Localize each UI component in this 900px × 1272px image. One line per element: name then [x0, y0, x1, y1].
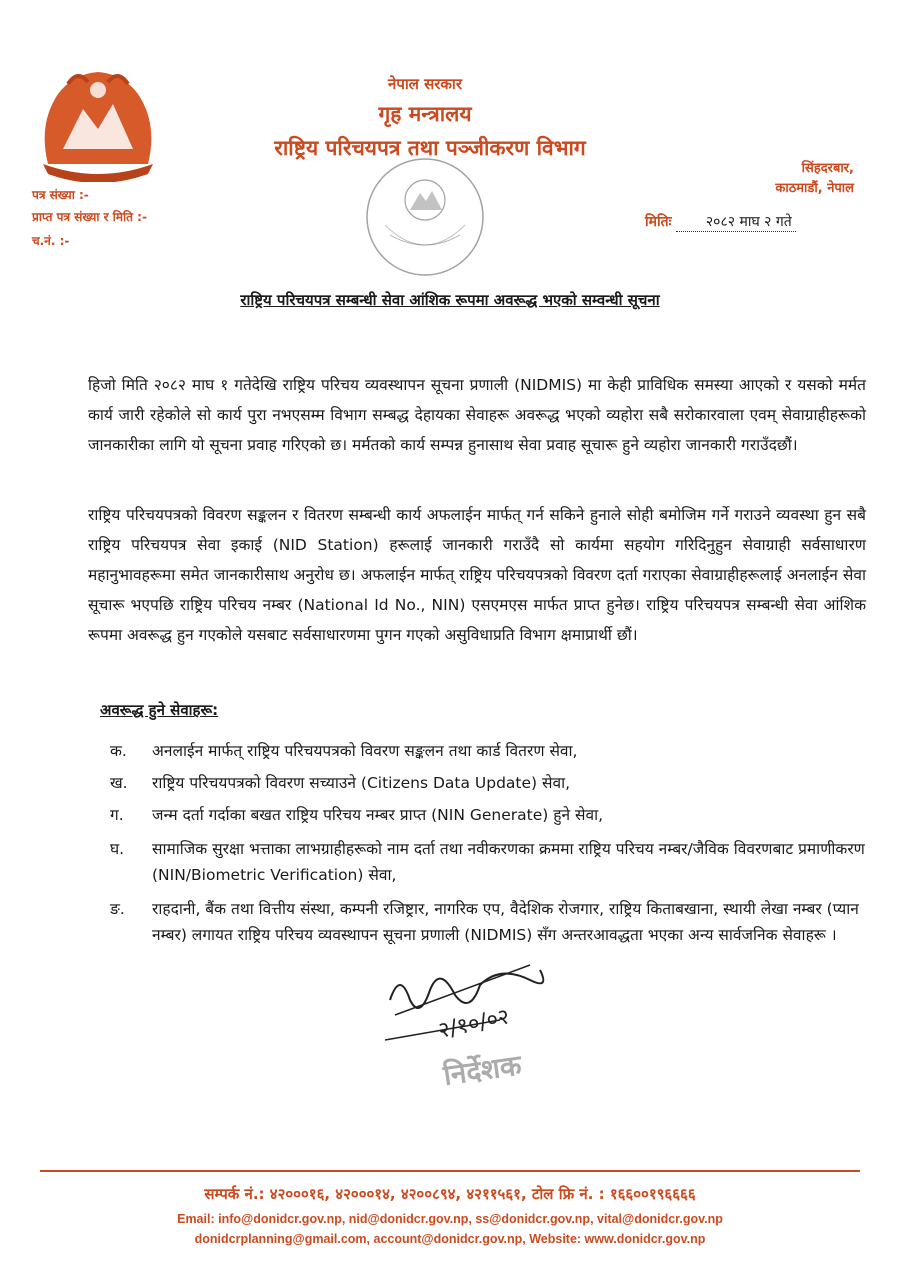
- list-item-text: जन्म दर्ता गर्दाका बखत राष्ट्रिय परिचय नम्बर प्राप्त (NIN Generate) हुने सेवा,: [152, 806, 604, 824]
- footer-divider: [40, 1170, 860, 1172]
- government-name: नेपाल सरकार: [388, 75, 462, 93]
- list-item: [110, 802, 870, 828]
- list-item-text: अनलाईन मार्फत् राष्ट्रिय परिचयपत्रको विवरण सङ्कलन तथा कार्ड वितरण सेवा,: [152, 742, 578, 760]
- body-paragraph-2: राष्ट्रिय परिचयपत्रको विवरण सङ्कलन र वितरण सम्बन्धी कार्य अफलाईन मार्फत् गर्न सकिने हुनाले सोही बमोजिम गर्ने गराउने व्यवस्था हुन सबै राष्ट्रिय परिचयपत्र सेवा इकाई (NID Station) हरूलाई जानकारी गराउँदै सो कार्यमा सहयोग गरिदिनुहुन सेवाग्राही सर्वसाधारण महानुभावहरूमा समेत जानकारीसाथ अनुरोध छ। अफलाईन मार्फत् राष्ट्रिय परिचयपत्रको विवरण दर्ता गराएका सेवाग्राहीहरूलाई अनलाईन सेवा सूचारू भएपछि राष्ट्रिय परिचय नम्बर (National Id No., NIN) एसएमएस मार्फत प्राप्त हुनेछ। राष्ट्रिय परिचयपत्र सम्बन्धी सेवा आंशिक रूपमा अवरूद्ध हुन गएकोले यसबाट सर्वसाधारणमा पुगन गएको असुविधाप्रति विभाग क्षमाप्रार्थी छौं।: [88, 506, 866, 644]
- footer-emails-2: donidcrplanning@gmail.com, account@donidcr.gov.np, Website: www.donidcr.gov.np: [194, 1232, 706, 1246]
- list-item-number: ख.: [110, 774, 128, 792]
- dispatch-number-label: च.नं. :-: [32, 234, 70, 248]
- list-item-text: सामाजिक सुरक्षा भत्ताका लाभग्राहीहरूको नाम दर्ता तथा नवीकरणका क्रममा राष्ट्रिय परिचय नम्बर/जैविक विवरणबाट प्रमाणीकरण (NIN/Biometric Verification) सेवा,: [152, 840, 865, 884]
- body-paragraph-1: हिजो मिति २०८२ माघ १ गतेदेखि राष्ट्रिय परिचय व्यवस्थापन सूचना प्रणाली (NIDMIS) मा केही प्राविधिक समस्या आएको र यसको मर्मत कार्य जारी रहेकोले सो कार्य पुरा नभएसम्म विभाग सम्बद्ध देहायका सेवाहरू अवरूद्ध भएको व्यहोरा सबै सरोकारवाला एवम् सेवाग्राहीहरूको जानकारीका लागि यो सूचना प्रवाह गरिएको छ। मर्मतको कार्य सम्पन्न हुनासाथ सेवा प्रवाह सूचारू हुने व्यहोरा जानकारी गराउँदछौं।: [88, 376, 866, 454]
- address-line-1: सिंहदरबार,: [801, 161, 854, 176]
- list-item: [110, 896, 870, 948]
- date-row: [645, 212, 796, 232]
- list-item: [110, 836, 870, 888]
- signature-date-scrawl: २/१०/०२: [436, 1004, 512, 1044]
- department-name: राष्ट्रिय परिचयपत्र तथा पञ्जीकरण विभाग: [274, 136, 586, 160]
- notice-subject: राष्ट्रिय परिचयपत्र सम्बन्धी सेवा आंशिक रूपमा अवरूद्ध भएको सम्वन्धी सूचना: [240, 291, 660, 309]
- date-value: २०८२ माघ २ गते: [676, 212, 796, 232]
- services-title: अवरूद्ध हुने सेवाहरू:: [100, 701, 219, 719]
- list-item-number: क.: [110, 742, 127, 760]
- date-label: मितिः: [645, 214, 672, 230]
- letter-number-label: पत्र संख्या :-: [32, 188, 89, 202]
- list-item-text: राहदानी, बैंक तथा वित्तीय संस्था, कम्पनी रजिष्ट्रार, नागरिक एप, वैदेशिक रोजगार, राष्ट्रिय किताबखाना, स्थायी लेखा नम्बर (प्यान नम्बर) लगायत राष्ट्रिय परिचय व्यवस्थापन सूचना प्रणाली (NIDMIS) सँग अन्तरआवद्धता भएका अन्य सार्वजनिक सेवाहरू ।: [152, 900, 859, 944]
- footer-contact: सम्पर्क नं.: ४२०००१६, ४२०००१४, ४२००८९४, ४२११५६१, टोल फ्रि नं. : १६६००१९६६६६: [204, 1185, 696, 1203]
- list-item: [110, 738, 870, 764]
- footer-emails-1: Email: info@donidcr.gov.np, nid@donidcr.gov.np, ss@donidcr.gov.np, vital@donidcr.gov.np: [177, 1212, 723, 1226]
- list-item-number: घ.: [110, 840, 125, 858]
- address-line-2: काठमाडौं, नेपाल: [775, 181, 854, 196]
- list-item: [110, 770, 870, 796]
- list-item-number: ङ.: [110, 900, 125, 918]
- list-item-text: राष्ट्रिय परिचयपत्रको विवरण सच्याउने (Citizens Data Update) सेवा,: [152, 774, 571, 792]
- designation-stamp: निर्देशक: [441, 1048, 524, 1092]
- nepal-emblem-icon: [28, 64, 168, 182]
- director-signature: [380, 960, 580, 1100]
- office-seal-icon: [360, 155, 490, 280]
- ministry-name: गृह मन्त्रालय: [378, 102, 472, 126]
- received-letter-label: प्राप्त पत्र संख्या र मिति :-: [32, 210, 147, 224]
- list-item-number: ग.: [110, 806, 124, 824]
